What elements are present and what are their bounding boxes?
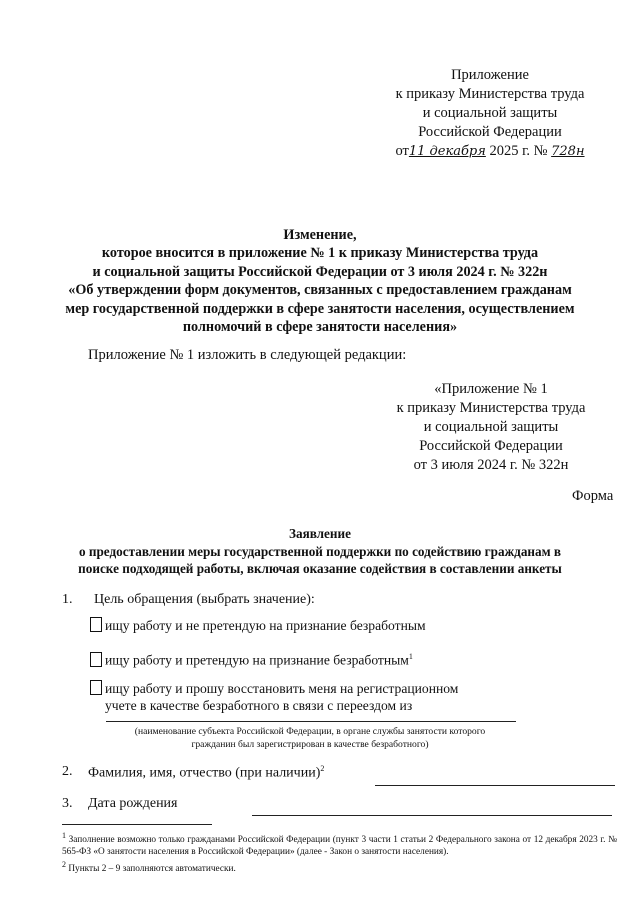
statement-line: поиске подходящей работы, включая оказание содействия в составлении анкеты: [78, 561, 562, 576]
item-label: Цель обращения (выбрать значение):: [94, 592, 315, 607]
birth-date-input-line[interactable]: [252, 815, 612, 816]
quoted-appendix-line: «Приложение № 1: [434, 381, 548, 397]
item-label: [88, 764, 324, 782]
date-prefix: от: [395, 143, 409, 159]
handwritten-date: 11 декабря: [408, 144, 486, 159]
title-line: Изменение,: [283, 227, 357, 243]
footnote-separator: [62, 824, 212, 825]
title-line: полномочий в сфере занятости населения»: [182, 319, 458, 336]
date-suffix: 2025 г. №: [489, 143, 548, 159]
option-checkbox[interactable]: [90, 680, 102, 695]
item-number: 2.: [62, 764, 73, 779]
header-appendix-line: и социальной защиты: [422, 105, 558, 121]
caption-line: гражданин был зарегистрирован в качестве безработного): [191, 739, 429, 750]
item-number: 1.: [62, 592, 73, 607]
statement-line: Заявление: [289, 526, 351, 541]
header-appendix-line: Российской Федерации: [418, 124, 562, 140]
footnote-mark: 2: [62, 859, 66, 869]
title-line: и социальной защиты Российской Федерации от 3 июля 2024 г. № 322н: [92, 263, 548, 280]
footnote: [62, 830, 617, 859]
form-label: Форма: [572, 488, 614, 504]
handwritten-number: 728н: [551, 144, 585, 159]
footnote-ref: 2: [320, 764, 325, 773]
full-name-input-line[interactable]: [375, 785, 615, 786]
option-text: ищу работу и не претендую на признание безработным: [105, 618, 426, 633]
header-appendix: [340, 66, 640, 161]
footnote-text: Заполнение возможно только гражданами Российской Федерации (пункт 3 части 1 статьи 2 Федерального закона от 12 декабря 2023 г. № 565-ФЗ «О занятости населения в Российской Федерации» (далее - Закон о занятости населения).: [62, 835, 617, 858]
footnotes: [62, 830, 617, 875]
document-title: [40, 226, 600, 336]
option-text: ищу работу и претендую на признание безработным: [105, 652, 409, 668]
statement-line: о предоставлении меры государственной поддержки по содействию гражданам в: [78, 543, 562, 559]
region-caption: [90, 725, 530, 751]
option-row[interactable]: [90, 617, 426, 634]
option-text-continuation: учете в качестве безработного в связи с переездом из: [105, 698, 413, 713]
quoted-appendix-line: и социальной защиты: [423, 419, 559, 435]
option-text: ищу работу и прошу восстановить меня на регистрационном: [105, 681, 459, 696]
item-number: 3.: [62, 796, 73, 811]
footnote-text: Пункты 2 – 9 заполняются автоматически.: [68, 863, 236, 874]
region-input-line[interactable]: [106, 721, 516, 722]
title-line: которое вносится в приложение № 1 к приказу Министерства труда: [101, 245, 539, 262]
footnote-ref: 1: [408, 652, 413, 661]
title-line: мер государственной поддержки в сфере занятости населения, осуществлением: [65, 300, 575, 317]
quoted-appendix: [356, 380, 626, 475]
header-appendix-date: [340, 142, 640, 161]
caption-line: (наименование субъекта Российской Федерации, в органе службы занятости которого: [134, 726, 486, 737]
statement-heading: [40, 525, 600, 578]
title-line: «Об утверждении форм документов, связанных с предоставлением гражданам: [68, 282, 572, 299]
header-appendix-line: Приложение: [451, 67, 529, 83]
footnote: [62, 859, 617, 875]
option-checkbox[interactable]: [90, 617, 102, 632]
quoted-appendix-line: Российской Федерации: [419, 438, 563, 454]
option-row[interactable]: [90, 680, 458, 714]
item-label-text: Фамилия, имя, отчество (при наличии): [88, 765, 321, 781]
option-row[interactable]: [90, 648, 413, 669]
quoted-appendix-line: от 3 июля 2024 г. № 322н: [413, 457, 569, 473]
intro-text: Приложение № 1 изложить в следующей редакции:: [88, 347, 407, 363]
option-checkbox[interactable]: [90, 652, 102, 667]
quoted-appendix-line: к приказу Министерства труда: [396, 400, 586, 416]
footnote-mark: 1: [62, 831, 66, 840]
header-appendix-line: к приказу Министерства труда: [395, 86, 585, 102]
item-label: Дата рождения: [88, 796, 178, 811]
